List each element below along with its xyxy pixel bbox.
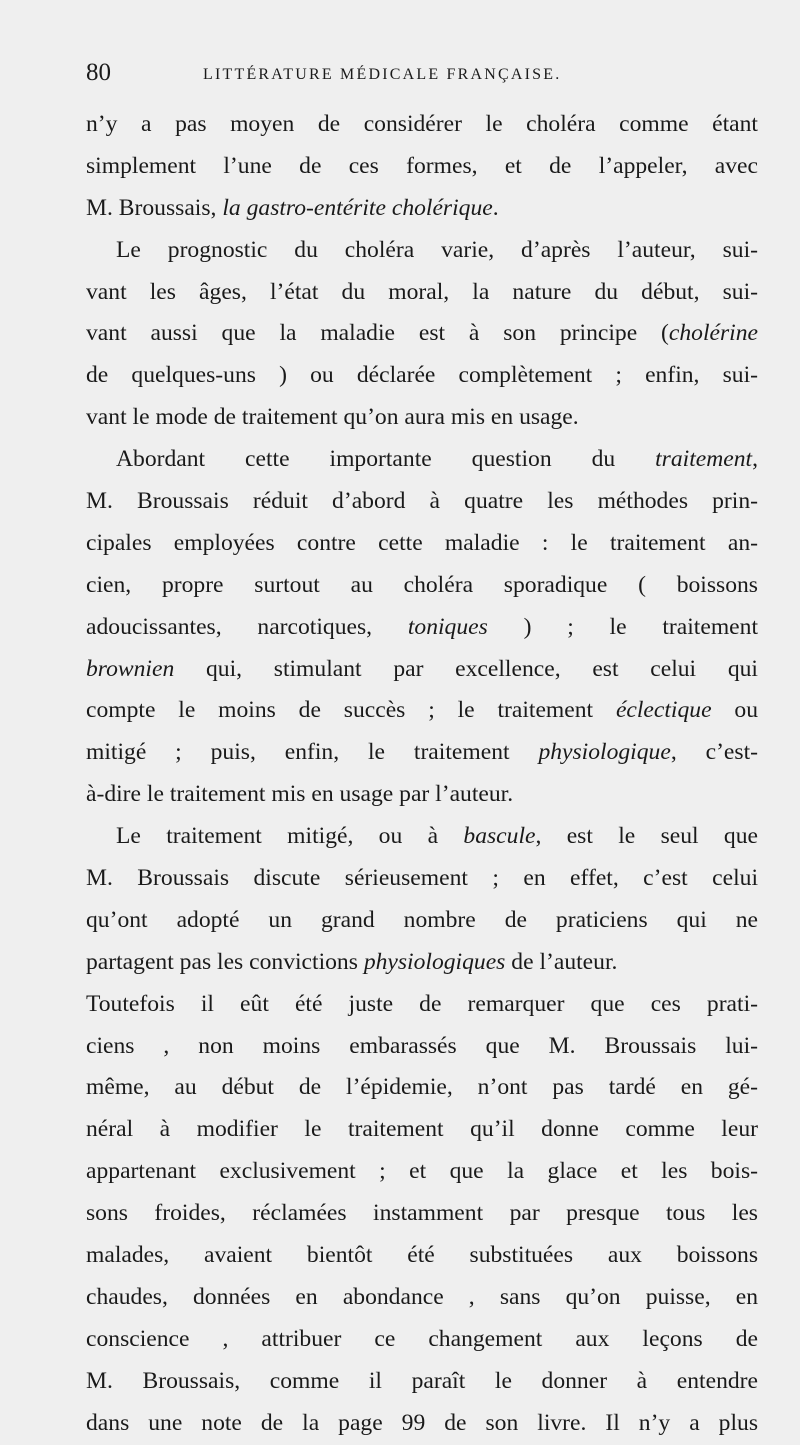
text-line (86, 900, 758, 942)
text-segment: qu’ont adopté un grand nombre de praticiens qui ne (86, 906, 758, 933)
text-line (86, 1361, 758, 1403)
italic-text: toniques (407, 613, 488, 640)
text-line (86, 1319, 758, 1361)
text-line (86, 1151, 758, 1193)
text-segment: vant le mode de traitement qu’on aura mis en usage. (86, 404, 579, 431)
text-line (86, 272, 758, 314)
text-line (86, 1403, 758, 1445)
body-text (86, 104, 758, 1445)
italic-text: brownien (86, 655, 175, 682)
text-line (86, 649, 758, 691)
text-line (86, 1235, 758, 1277)
text-segment: , (752, 446, 758, 473)
text-segment: conscience , attribuer ce changement aux leçons de (86, 1325, 758, 1352)
text-segment: M. Broussais, comme il paraît le donner à entendre (86, 1367, 758, 1394)
text-segment: sons froides, réclamées instamment par presque tous les (86, 1200, 758, 1227)
text-line (86, 481, 758, 523)
text-line (86, 1067, 758, 1109)
text-line (86, 104, 758, 146)
italic-text: traitement (655, 446, 753, 473)
text-segment: cien, propre surtout au choléra sporadique ( boissons (86, 571, 758, 598)
text-segment: Le traitement mitigé, ou à (116, 823, 464, 850)
italic-text: physiologique (538, 739, 671, 766)
text-line (86, 439, 758, 481)
text-line (86, 984, 758, 1026)
text-line (86, 523, 758, 565)
text-segment: de l’auteur. (505, 948, 618, 975)
text-segment: malades, avaient bientôt été substituées aux boissons (86, 1242, 758, 1269)
running-head (86, 58, 758, 92)
text-line (86, 313, 758, 355)
text-segment: Toutefois il eût été juste de remarquer que ces prati- (86, 990, 758, 1017)
text-segment: ciens , non moins embarassés que M. Broussais lui- (86, 1032, 758, 1059)
text-line (86, 1109, 758, 1151)
text-segment: vant les âges, l’état du moral, la nature du début, sui- (86, 278, 758, 305)
text-segment: dans une note de la page 99 de son livre. Il n’y a plus (86, 1409, 758, 1436)
text-segment: . (492, 194, 499, 221)
text-segment: compte le moins de succès ; le traitement (86, 697, 616, 724)
text-segment: Le prognostic du choléra varie, d’après l’auteur, sui- (116, 236, 758, 263)
italic-text: cholérine (668, 320, 758, 347)
text-segment: qui, stimulant par excellence, est celui qui (174, 655, 758, 682)
text-line (86, 858, 758, 900)
text-line (86, 732, 758, 774)
running-title: LITTÉRATURE MÉDICALE FRANÇAISE. (203, 66, 562, 83)
text-line (86, 230, 758, 272)
text-line (86, 816, 758, 858)
text-segment: mitigé ; puis, enfin, le traitement (86, 739, 539, 766)
text-segment: même, au début de l’épidemie, n’ont pas tardé en gé- (86, 1074, 758, 1101)
text-segment: de quelques-uns ) ou déclarée complètement ; enfin, sui- (86, 362, 758, 389)
text-line (86, 355, 758, 397)
text-segment: Abordant cette importante question du (116, 446, 656, 473)
text-line (86, 397, 758, 439)
text-segment: partagent pas les convictions (86, 948, 364, 975)
text-segment: ou (711, 697, 758, 724)
text-segment: M. Broussais discute sérieusement ; en effet, c’est celui (86, 865, 758, 892)
text-segment: vant aussi que la maladie est à son principe ( (86, 320, 669, 347)
text-line (86, 774, 758, 816)
text-segment: simplement l’une de ces formes, et de l’appeler, avec (86, 152, 758, 179)
text-line (86, 690, 758, 732)
text-line (86, 565, 758, 607)
text-line (86, 942, 758, 984)
text-segment: M. Broussais réduit d’abord à quatre les méthodes prin- (86, 488, 758, 515)
italic-text: la gastro-entérite cholérique (222, 194, 493, 221)
text-segment: M. Broussais, (86, 194, 223, 221)
text-segment: n’y a pas moyen de considérer le choléra comme étant (86, 111, 758, 137)
text-line (86, 1193, 758, 1235)
text-segment: adoucissantes, narcotiques, (86, 613, 408, 640)
text-segment: , est le seul que (535, 823, 758, 850)
text-line (86, 1026, 758, 1068)
text-line (86, 146, 758, 188)
italic-text: éclectique (615, 697, 712, 724)
text-segment: , c’est- (670, 739, 758, 766)
text-segment: à-dire le traitement mis en usage par l’auteur. (86, 781, 514, 808)
text-segment: appartenant exclusivement ; et que la glace et les bois- (86, 1158, 758, 1185)
italic-text: bascule (463, 823, 536, 850)
text-segment: cipales employées contre cette maladie : le traitement an- (86, 529, 758, 556)
page-number: 80 (86, 59, 111, 86)
text-line (86, 607, 758, 649)
text-segment: ) ; le traitement (487, 613, 758, 640)
text-segment: néral à modifier le traitement qu’il donne comme leur (86, 1116, 758, 1143)
text-line (86, 188, 758, 230)
italic-text: physiologiques (363, 948, 506, 975)
text-line (86, 1277, 758, 1319)
text-segment: chaudes, données en abondance , sans qu’on puisse, en (86, 1283, 758, 1310)
